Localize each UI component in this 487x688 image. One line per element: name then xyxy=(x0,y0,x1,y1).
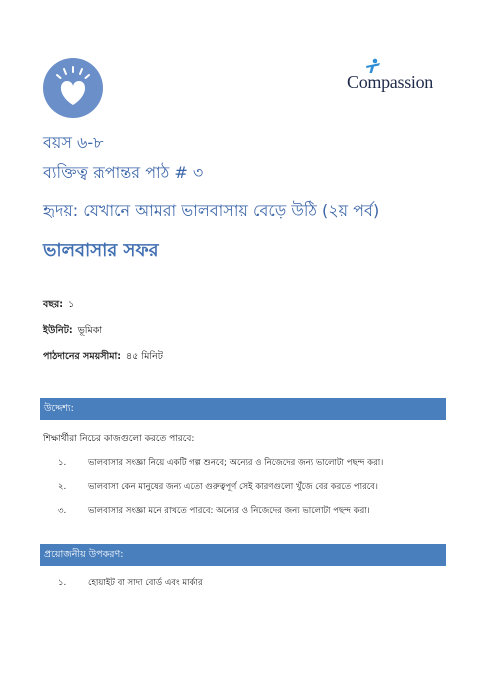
year-value: ১ xyxy=(68,299,75,310)
materials-heading: প্রয়োজনীয় উপকরণ: xyxy=(40,544,446,566)
meta-unit xyxy=(43,324,102,339)
unit-value: ভূমিকা xyxy=(77,325,103,336)
meta-year xyxy=(43,298,74,313)
heart-icon xyxy=(43,58,103,118)
list-item xyxy=(58,456,383,470)
list-item xyxy=(58,576,203,590)
lesson-subtitle: হৃদয়: যেখানে আমরা ভালবাসায় বেড়ে উঠি (২য় পর্ব) xyxy=(43,201,380,220)
list-item-number: ১. xyxy=(58,458,67,468)
list-item-text: ভালবাসা কেন মানুষের জন্য এতো গুরুত্বপূর্ণ সেই কারণগুলো খুঁজে বের করতে পারবে। xyxy=(88,482,378,492)
objectives-intro: শিক্ষার্থীরা নিচের কাজগুলো করতে পারবে: xyxy=(43,434,195,444)
objectives-heading: উদ্দেশ্য: xyxy=(40,398,446,420)
meta-duration xyxy=(43,350,163,365)
heart-badge xyxy=(43,58,103,118)
list-item-text: ভালবাসার সংজ্ঞা নিয়ে একটি গল্প শুনবে; অন্যের ও নিজেদের জন্য ভালোটা পছন্দ করা। xyxy=(88,458,384,468)
compassion-logo xyxy=(347,58,447,98)
list-item xyxy=(58,504,370,518)
lesson-title: ভালবাসার সফর xyxy=(43,240,159,261)
list-item-text: হোয়াইট বা সাদা বোর্ড এবং মার্কার xyxy=(88,578,203,588)
duration-value: ৪৫ মিনিট xyxy=(126,351,163,362)
duration-label: পাঠদানের সময়সীমা: xyxy=(43,351,122,362)
age-range: বয়স ৬-৮ xyxy=(43,133,104,152)
list-item-number: ১. xyxy=(58,578,67,588)
list-item xyxy=(58,480,378,494)
list-item-number: ২. xyxy=(58,482,67,492)
list-item-text: ভালবাসার সংজ্ঞা মনে রাখতে পারবে: অন্যের ও নিজেদের জন্য ভালোটা পছন্দ করা। xyxy=(88,506,370,516)
year-label: বছর: xyxy=(43,299,64,310)
unit-label: ইউনিট: xyxy=(43,325,73,336)
lesson-number: ব্যক্তিত্ব রূপান্তর পাঠ # ৩ xyxy=(43,163,204,182)
logo-text: Compassion xyxy=(347,72,434,92)
list-item-number: ৩. xyxy=(58,506,67,516)
